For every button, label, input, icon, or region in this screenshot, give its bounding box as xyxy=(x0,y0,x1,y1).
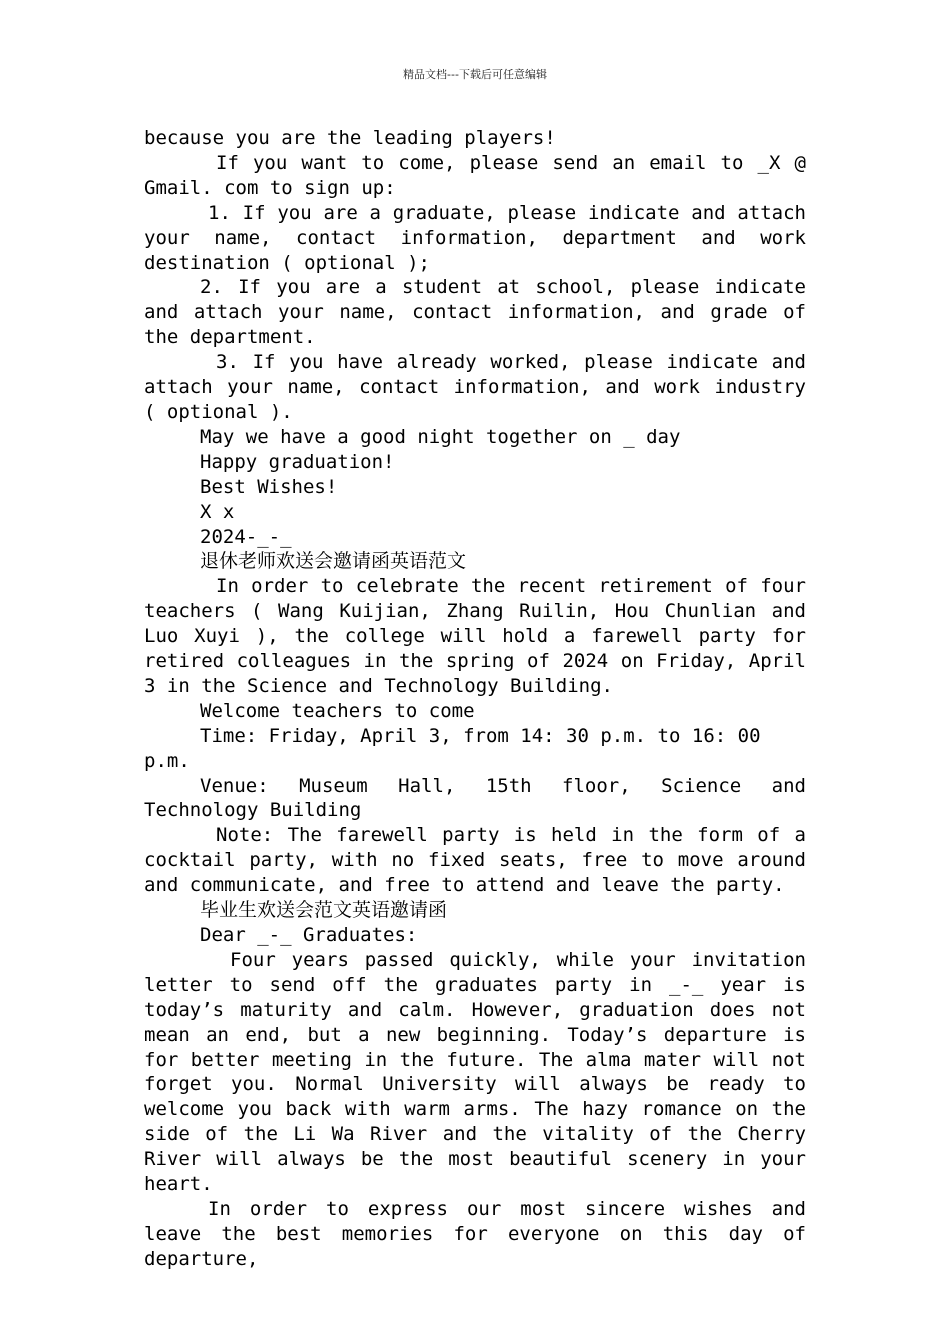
signature-date: 2024-_-_ xyxy=(200,525,292,548)
paragraph: Best Wishes! xyxy=(200,475,338,498)
signature-name: X x xyxy=(200,500,235,523)
paragraph: In order to express our most sincere wishes and leave the best memories for everyone on this day of departure, xyxy=(144,1197,806,1270)
list-item: 1. If you are a graduate, please indicate and attach your name, contact information, department and work destination ( optional ); xyxy=(144,201,806,274)
section-heading: 毕业生欢送会范文英语邀请函 xyxy=(200,899,448,922)
paragraph: Happy graduation! xyxy=(200,450,395,473)
paragraph: Note: The farewell party is held in the form of a cocktail party, with no fixed seats, free to move around and communicate, and free to attend and leave the party. xyxy=(144,824,806,897)
paragraph: May we have a good night together on _ day xyxy=(200,425,681,448)
list-item: 3. If you have already worked, please indicate and attach your name, contact information, and work industry ( optional ). xyxy=(144,351,806,423)
paragraph: because you are the leading players! xyxy=(144,127,556,149)
paragraph: In order to celebrate the recent retirement of four teachers ( Wang Kuijian, Zhang Ruilin, Hou Chunlian and Luo Xuyi ), the college will hold a farewell party for retired colleagues in the spring of 2024 on Friday, April 3 in the Science and Technology Building. xyxy=(144,575,806,697)
paragraph: Venue: Museum Hall, 15th floor, Science and Technology Building xyxy=(144,774,806,822)
paragraph: Time: Friday, April 3, from 14: 30 p.m. to 16: 00 p.m. xyxy=(144,724,761,772)
page-header: 精品文档---下载后可任意编辑 xyxy=(403,68,547,81)
paragraph: Welcome teachers to come xyxy=(200,699,475,722)
paragraph: Four years passed quickly, while your invitation letter to send off the graduates party in _-_ year is today’s maturity and calm. However, graduation does not mean an end, but a new beginning. Today’s departure is for better meeting in the future. The alma mater will not forget you. Normal University will always be ready to welcome you back with warm arms. The hazy romance on the side of the Li Wa River and the vitality of the Cherry River will always be the most beautiful scenery in your heart. xyxy=(144,948,806,1196)
paragraph: If you want to come, please send an email to _X @ Gmail. com to sign up: xyxy=(144,151,806,199)
salutation: Dear _-_ Graduates: xyxy=(200,924,418,946)
section-heading: 退休老师欢送会邀请函英语范文 xyxy=(200,550,467,573)
document-body xyxy=(144,126,806,1272)
list-item: 2. If you are a student at school, please indicate and attach your name, contact information, and grade of the department. xyxy=(144,276,806,349)
